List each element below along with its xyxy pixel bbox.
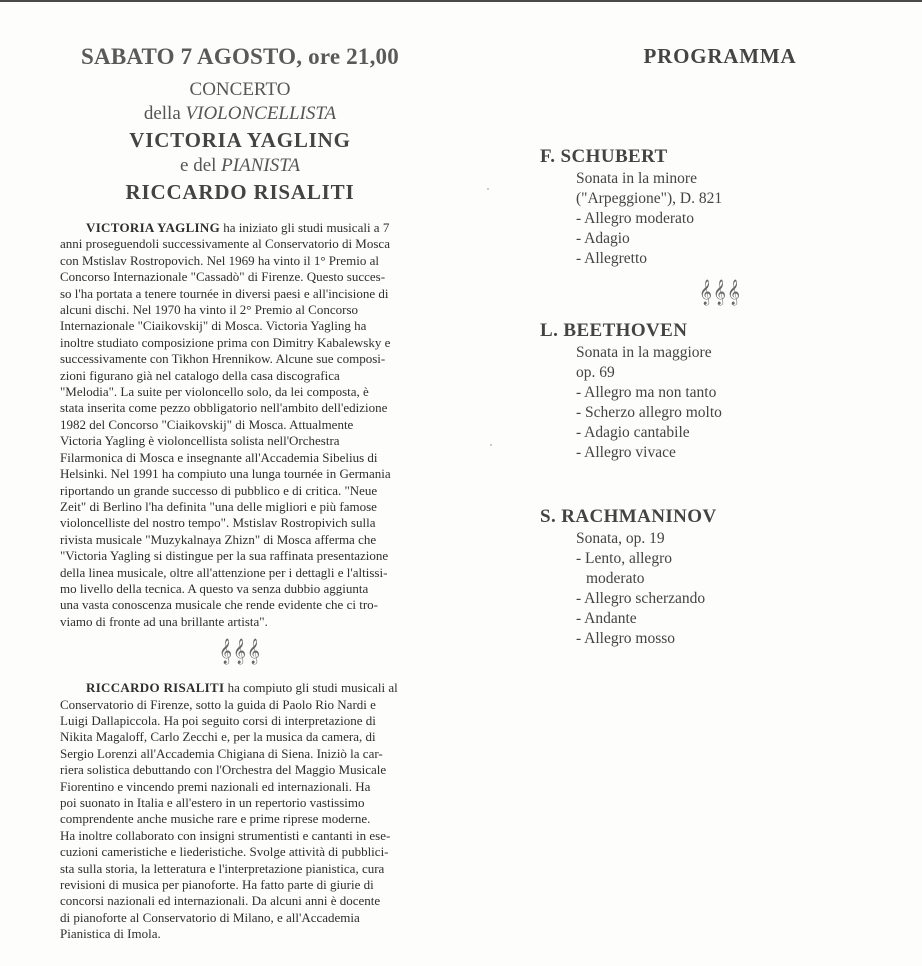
bio-line: Sergio Lorenzi all'Accademia Chigiana di Siena. Iniziò la car- [60,745,383,761]
heading-della: della [143,103,181,124]
bio-line: riportando un grande successo di pubblico e di critica. "Neue [60,482,378,498]
bio-name: VICTORIA YAGLING [86,220,220,235]
composer-beethoven [540,319,900,463]
treble-clef-icon: 𝄞𝄞𝄞 [218,638,261,664]
heading-concerto: CONCERTO [189,79,291,100]
artist-cellist: VICTORIA YAGLING [129,128,351,152]
bio-line: viamo di fronte ad una brillante artista". [60,613,268,629]
cellist-biography [60,220,420,630]
spacer [540,471,900,505]
bio-line: riera solistica debuttando con l'Orchestra del Maggio Musicale [60,762,387,778]
movement: - Allegro vivace [576,444,676,461]
bio-line: Victoria Yagling è violoncellista solista nell'Orchestra [60,433,340,449]
composer-name: F. SCHUBERT [540,146,668,167]
movement: - Lento, allegro [576,550,672,567]
heading-violoncellista: VIOLONCELLISTA [185,103,337,124]
movement: moderato [586,570,645,587]
bio-line: poi suonato in Italia e all'estero in un repertorio vastissimo [60,795,365,810]
programme-title: PROGRAMMA [643,44,797,68]
movement: - Allegretto [576,250,648,267]
heading-della-line [60,102,420,126]
bio-line: alcuni dischi. Nel 1970 ha vinto il 2° Premio al Concorso [60,302,359,318]
bio-line: Zeit" di Berlino l'ha definita "una delle migliori e più famose [60,498,377,514]
bio-line: con Mstislav Rostropovich. Nel 1969 ha vinto il 1° Premio al [60,252,379,268]
bio-line: Luigi Dallapiccola. Ha poi seguito corsi di interpretazione di [60,712,376,728]
bio-line: inoltre studiato composizione prima con Dimitry Kabalewsky e [60,334,391,350]
bio-line: successivamente con Tikhon Hrennikow. Alcune sue composi- [60,351,386,367]
bio-line: Helsinki. Nel 1991 ha compiuto una lunga tournée in Germania [60,466,391,482]
bio-line: di pianoforte al Conservatorio di Milano, e all'Accademia [60,909,360,925]
work-title: op. 69 [576,364,615,381]
bio-line: 1982 del Concorso "Ciaikovskij" di Mosca. Attualmente [60,416,354,432]
work-title: ("Arpeggione"), D. 821 [576,190,723,207]
movement: - Allegro moderato [576,210,694,227]
speck [487,188,489,190]
bio-line: anni proseguendoli successivamente al Conservatorio di Mosca [60,236,390,252]
bio-line: "Melodia". La suite per violoncello solo, da lei composta, è [60,384,369,400]
bio-line: RICCARDO RISALITI ha compiuto gli studi musicali al [60,680,420,696]
bio-line: VICTORIA YAGLING ha iniziato gli studi musicali a 7 [60,220,420,236]
bio-line: Filarmonica di Mosca e insegnante all'Accademia Sibelius di [60,449,378,465]
heading-edel-line [60,154,420,178]
work-title: Sonata in la maggiore [576,344,712,361]
bio-line: Pianistica di Imola. [60,926,161,942]
bio-line: cuzioni cameristiche e liederistiche. Svolge attività di pubblici- [60,844,389,860]
bio-line: Conservatorio di Firenze, sotto la guida di Paolo Rio Nardi e [60,696,376,712]
movement: - Adagio cantabile [576,424,690,441]
movement: - Allegro mosso [576,630,676,647]
movement: - Adagio [576,230,630,247]
bio-line: Concorso Internazionale "Cassadò" di Firenze. Questo succes- [60,269,386,285]
bio-line: concorsi nazionali ed internazionali. Da alcuni anni è docente [60,893,381,909]
heading-edel: e del [180,155,217,176]
bio-line: revisioni di musica per pianoforte. Ha fatto parte di giurie di [60,877,374,893]
bio-line: Nikita Magaloff, Carlo Zecchi e, per la musica da camera, di [60,729,376,745]
bio-line: rivista musicale "Muzykalnaya Zhizn" di Mosca afferma che [60,531,377,547]
bio-line: Internazionale "Ciaikovskij" di Mosca. Victoria Yagling ha [60,318,367,334]
bio-line: sta sulla storia, la letteratura e l'interpretazione pianistica, cura [60,860,385,876]
heading-pianista: PIANISTA [221,155,300,176]
bio-line: Ha inoltre collaborato con insigni strumentisti e cantanti in ese- [60,827,391,843]
movement: - Andante [576,610,637,627]
work-title: Sonata in la minore [576,170,697,187]
composer-schubert [540,145,900,269]
bio-line: una vasta conoscenza musicale che rende evidente che ci tro- [60,597,378,613]
movement: - Allegro ma non tanto [576,384,717,401]
bio-line: mo livello della tecnica. A questo va senza dubbio aggiunta [60,580,369,596]
top-border-line [0,0,922,2]
pianist-biography [60,680,420,943]
concert-date: SABATO 7 AGOSTO, ore 21,00 [81,44,399,69]
movement: - Scherzo allegro molto [576,404,722,421]
composer-name: L. BEETHOVEN [540,320,688,341]
work-title: Sonata, op. 19 [576,530,665,547]
bio-line: zioni figurano già nel catalogo della casa discografica [60,367,340,383]
composer-rachmaninov [540,505,900,649]
treble-clef-icon: 𝄞𝄞𝄞 [698,279,741,304]
bio-line: so l'ha portata a tenere tournée in diversi paesi e all'incisione di [60,285,389,301]
artist-pianist: RICCARDO RISALITI [125,180,355,204]
concert-info-column [60,40,420,943]
bio-name: RICCARDO RISALITI [86,680,225,696]
bio-line: della linea musicale, oltre all'attenzione per i dettagli e l'altissi- [60,564,388,580]
speck [490,444,492,446]
programme-column [540,40,900,657]
bio-line: Fiorentino e vincendo premi nazionali ed internazionali. Ha [60,778,371,794]
bio-line: "Victoria Yagling si distingue per la sua raffinata presentazione [60,548,389,564]
bio-line: comprendente anche musiche rare e prime riprese moderne. [60,811,371,827]
composer-name: S. RACHMANINOV [540,506,717,527]
bio-line: violoncelliste del nostro tempo". Mstislav Rostropivich sulla [60,515,376,531]
bio-line: stata inserita come pezzo obbligatorio nell'ambito dell'edizione [60,400,388,416]
movement: - Allegro scherzando [576,590,706,607]
